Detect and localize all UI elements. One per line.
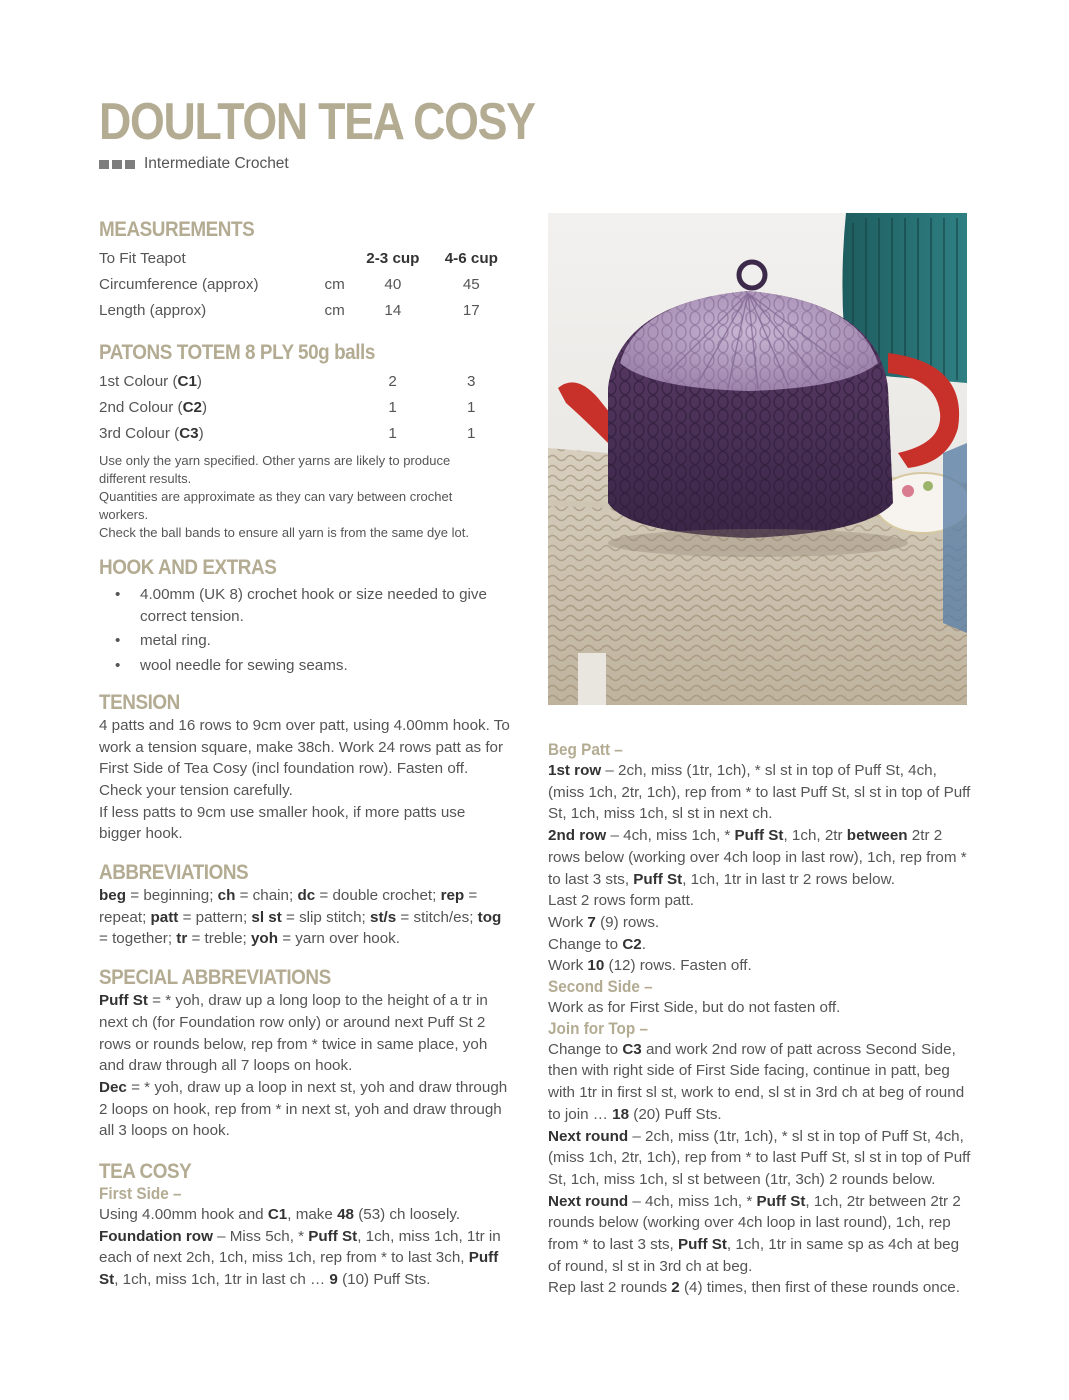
join-for-top-heading: Join for Top –	[548, 1018, 649, 1038]
table-cell: 1	[466, 424, 476, 442]
table-cell: 2	[388, 372, 397, 390]
table-cell: 14	[384, 301, 402, 319]
tension-heading: TENSION	[99, 690, 180, 714]
table-row	[99, 271, 511, 297]
first-side-heading: First Side –	[99, 1184, 182, 1204]
table-cell: cm	[324, 275, 345, 293]
table-cell: 1	[466, 398, 476, 416]
hook-heading: HOOK AND EXTRAS	[99, 556, 277, 579]
table-cell: 45	[462, 275, 480, 293]
puff-st-definition: Puff St = * yoh, draw up a long loop to the height of a tr in next ch (for Foundation row only) or around next Puff St 2 rows or rounds below, rep from * twice in same place, yoh and draw through all 7 loops on hook.	[99, 992, 488, 1075]
tension-text: 4 patts and 16 rows to 9cm over patt, using 4.00mm hook. To work a tension square, make 38ch. Work 24 rows patt as for First Side of Tea Cosy (incl foundation row). Fasten off.	[99, 716, 510, 778]
beg-patt-heading: Beg Patt –	[548, 740, 623, 759]
page-title: DOULTON TEA COSY	[99, 93, 535, 151]
table-cell: 1st Colour (C1)	[99, 372, 202, 390]
table-cell: 3rd Colour (C3)	[99, 424, 204, 442]
tension-text: Check your tension carefully.	[99, 781, 293, 799]
table-cell: 17	[462, 301, 480, 319]
table-cell: 40	[384, 275, 402, 293]
tea-cosy-heading: TEA COSY	[99, 1160, 192, 1184]
yarn-note: Use only the yarn specified. Other yarns are likely to produce different results.	[99, 453, 451, 486]
abbreviations-heading: ABBREVIATIONS	[99, 861, 249, 885]
next-round-text: Next round – 2ch, miss (1tr, 1ch), * sl st in top of Puff St, 4ch, (miss 1ch, 2tr, 1ch), rep from * to last Puff St, sl st in top of Puff St, 1ch, miss 1ch, sl st between (1tr, 3ch) 2 rounds below.	[548, 1127, 971, 1188]
join-text: Change to C3 and work 2nd row of patt across Second Side, then with right side of First Side facing, continue in patt, beg with 1tr in first sl st, work to end, sl st in 3rd ch at beg of round to join … 18 (20) Puff Sts.	[548, 1040, 965, 1123]
table-row	[99, 394, 511, 420]
yarn-notes	[99, 452, 499, 542]
table-cell: 1	[388, 424, 397, 442]
list-item: • 4.00mm (UK 8) crochet hook or size needed to give correct tension.	[99, 584, 511, 627]
row-2-text: 2nd row – 4ch, miss 1ch, * Puff St, 1ch, 2tr between 2tr 2 rows below (working over 4ch loop in last row), 1ch, rep from * to last 3 sts, Puff St, 1ch, 1tr in last tr 2 rows below.	[548, 827, 967, 888]
table-cell: 2nd Colour (C2)	[99, 398, 208, 416]
foundation-row-text: Foundation row – Miss 5ch, * Puff St, 1ch, miss 1ch, 1tr in each of next 2ch, 1ch, miss 1ch, rep from * to last 3ch, Puff St, 1ch, miss 1ch, 1tr in last ch … 9 (10) Puff Sts.	[99, 1227, 501, 1289]
level-square-icon	[112, 160, 122, 169]
list-item: • wool needle for sewing seams.	[99, 655, 511, 677]
table-row	[99, 420, 511, 446]
left-column	[99, 218, 511, 1291]
table-cell: Length (approx)	[99, 301, 207, 319]
skill-level-label: Intermediate Crochet	[144, 155, 289, 172]
table-header: 2-3 cup	[366, 249, 420, 267]
right-column	[548, 740, 973, 1299]
instruction-text: Work 7 (9) rows.	[548, 913, 660, 931]
first-side-text: Using 4.00mm hook and C1, make 48 (53) ch loosely.	[99, 1206, 461, 1224]
repeat-text: Rep last 2 rounds 2 (4) times, then first of these rounds once.	[548, 1279, 960, 1297]
table-row	[99, 297, 511, 323]
instruction-text: Work 10 (12) rows. Fasten off.	[548, 957, 752, 975]
table-cell: Circumference (approx)	[99, 275, 259, 293]
list-item: • metal ring.	[99, 630, 511, 652]
table-cell: To Fit Teapot	[99, 249, 186, 267]
tension-text: If less patts to 9cm use smaller hook, if more patts use bigger hook.	[99, 803, 466, 843]
special-abbreviations-heading: SPECIAL ABBREVIATIONS	[99, 966, 331, 990]
instruction-text: Change to C2.	[548, 935, 646, 953]
table-row	[99, 368, 511, 394]
instruction-text: Last 2 rows form patt.	[548, 892, 695, 910]
measurements-heading: MEASUREMENTS	[99, 218, 255, 241]
level-square-icon	[99, 160, 109, 169]
yarn-note: Check the ball bands to ensure all yarn is from the same dye lot.	[99, 525, 469, 540]
table-cell: 1	[388, 398, 397, 416]
table-row	[99, 245, 511, 271]
yarn-heading: PATONS TOTEM 8 PLY 50g balls	[99, 341, 375, 364]
level-square-icon	[125, 160, 135, 169]
abbreviations-text: beg = beginning; ch = chain; dc = double crochet; rep = repeat; patt = pattern; sl st = slip stitch; st/s = stitch/es; tog = together; tr = treble; yoh = yarn over hook.	[99, 887, 502, 948]
measurements-table	[99, 245, 511, 323]
hook-list	[99, 584, 511, 677]
second-side-text: Work as for First Side, but do not fasten off.	[548, 999, 841, 1017]
tea-cosy-photo	[548, 213, 967, 705]
row-1-text: 1st row – 2ch, miss (1tr, 1ch), * sl st in top of Puff St, 4ch, (miss 1ch, 2tr, 1ch), rep from * to last Puff St, sl st in top of Puff St, 1ch, miss 1ch, sl st in next ch.	[548, 762, 971, 823]
yarn-table	[99, 368, 511, 446]
dec-definition: Dec = * yoh, draw up a loop in next st, yoh and draw through 2 loops on hook, rep from * in next st, yoh and draw through all 3 loops on hook.	[99, 1078, 508, 1140]
table-cell: cm	[324, 301, 345, 319]
table-cell: 3	[466, 372, 476, 390]
second-side-heading: Second Side –	[548, 977, 653, 997]
table-header: 4-6 cup	[444, 249, 498, 267]
next-round-text: Next round – 4ch, miss 1ch, * Puff St, 1ch, 2tr between 2tr 2 rounds below (working over 4ch loop in last round), 1ch, rep from * to last 3 sts, Puff St, 1ch, 1tr in same sp as 4ch at beg of round, sl st in 3rd ch at beg.	[548, 1192, 961, 1275]
skill-level	[99, 155, 289, 173]
yarn-note: Quantities are approximate as they can vary between crochet workers.	[99, 489, 453, 522]
